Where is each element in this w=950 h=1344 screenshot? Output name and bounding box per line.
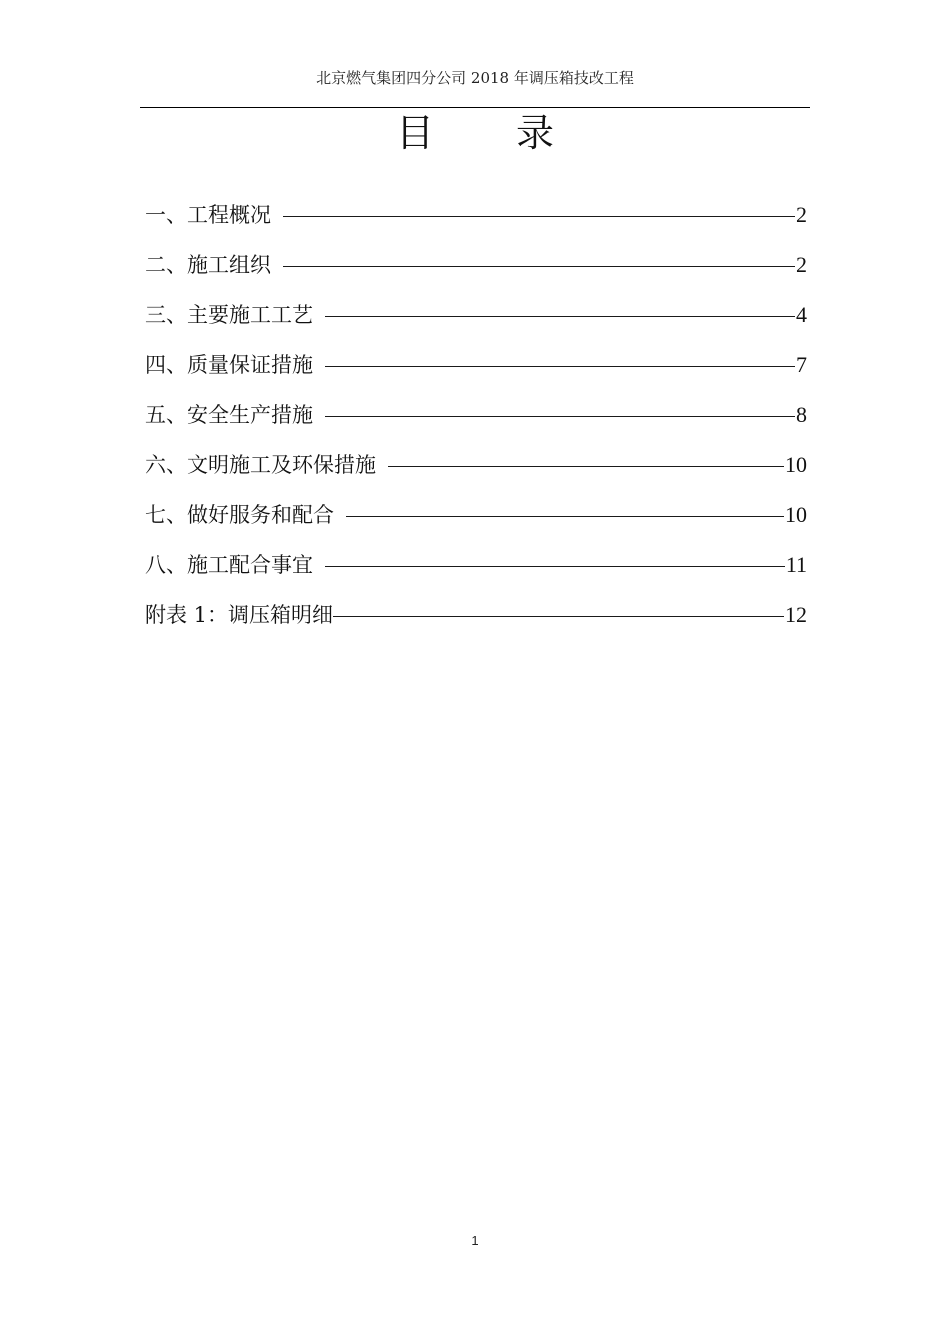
toc-entry-label: 五、安全生产措施 — [145, 403, 313, 427]
toc-entry-label: 二、施工组织 — [145, 253, 271, 277]
toc-entry-page: 10 — [785, 502, 807, 527]
toc-leader-line — [346, 516, 784, 517]
toc-entry-page: 7 — [796, 352, 807, 377]
toc-leader-line — [325, 366, 795, 367]
toc-leader-line — [388, 466, 784, 467]
toc-leader-line — [325, 566, 785, 567]
toc-title-char-2: 录 — [516, 111, 555, 155]
toc-leader-line — [333, 616, 784, 617]
toc-entry-label: 七、做好服务和配合 — [145, 503, 334, 527]
toc-entry-page: 4 — [796, 302, 807, 327]
toc-entry[interactable] — [145, 240, 807, 290]
header-rule — [140, 107, 810, 108]
toc-entry-label: 四、质量保证措施 — [145, 353, 313, 377]
page-number: 1 — [471, 1233, 479, 1248]
toc-entry[interactable] — [145, 490, 807, 540]
toc-entry-label: 一、工程概况 — [145, 203, 271, 227]
toc-entry-page: 12 — [785, 602, 807, 627]
toc-entry[interactable] — [145, 590, 807, 640]
toc-leader-line — [325, 416, 795, 417]
running-header: 北京燃气集团四分公司 2018 年调压箱技改工程 — [316, 69, 634, 87]
toc-leader-line — [283, 216, 795, 217]
toc-entry[interactable] — [145, 290, 807, 340]
toc-entry-label: 三、主要施工工艺 — [145, 303, 313, 327]
toc-entry-page: 11 — [785, 552, 807, 577]
toc-entry[interactable] — [145, 390, 807, 440]
toc-entry-page: 2 — [796, 252, 807, 277]
toc-entry-label: 附表 1：调压箱明细 — [145, 603, 334, 627]
toc-leader-line — [325, 316, 795, 317]
toc-entry-label: 六、文明施工及环保措施 — [145, 453, 376, 477]
toc-entry[interactable] — [145, 540, 807, 590]
toc-entry-page: 10 — [785, 452, 807, 477]
toc-list — [145, 190, 807, 640]
toc-entry[interactable] — [145, 340, 807, 390]
toc-leader-line — [283, 266, 795, 267]
toc-title — [140, 110, 810, 156]
toc-entry[interactable] — [145, 190, 807, 240]
toc-title-char-1: 目 — [395, 111, 434, 155]
toc-entry-page: 8 — [796, 402, 807, 427]
toc-entry[interactable] — [145, 440, 807, 490]
toc-entry-label: 八、施工配合事宜 — [145, 553, 313, 577]
toc-entry-page: 2 — [796, 202, 807, 227]
